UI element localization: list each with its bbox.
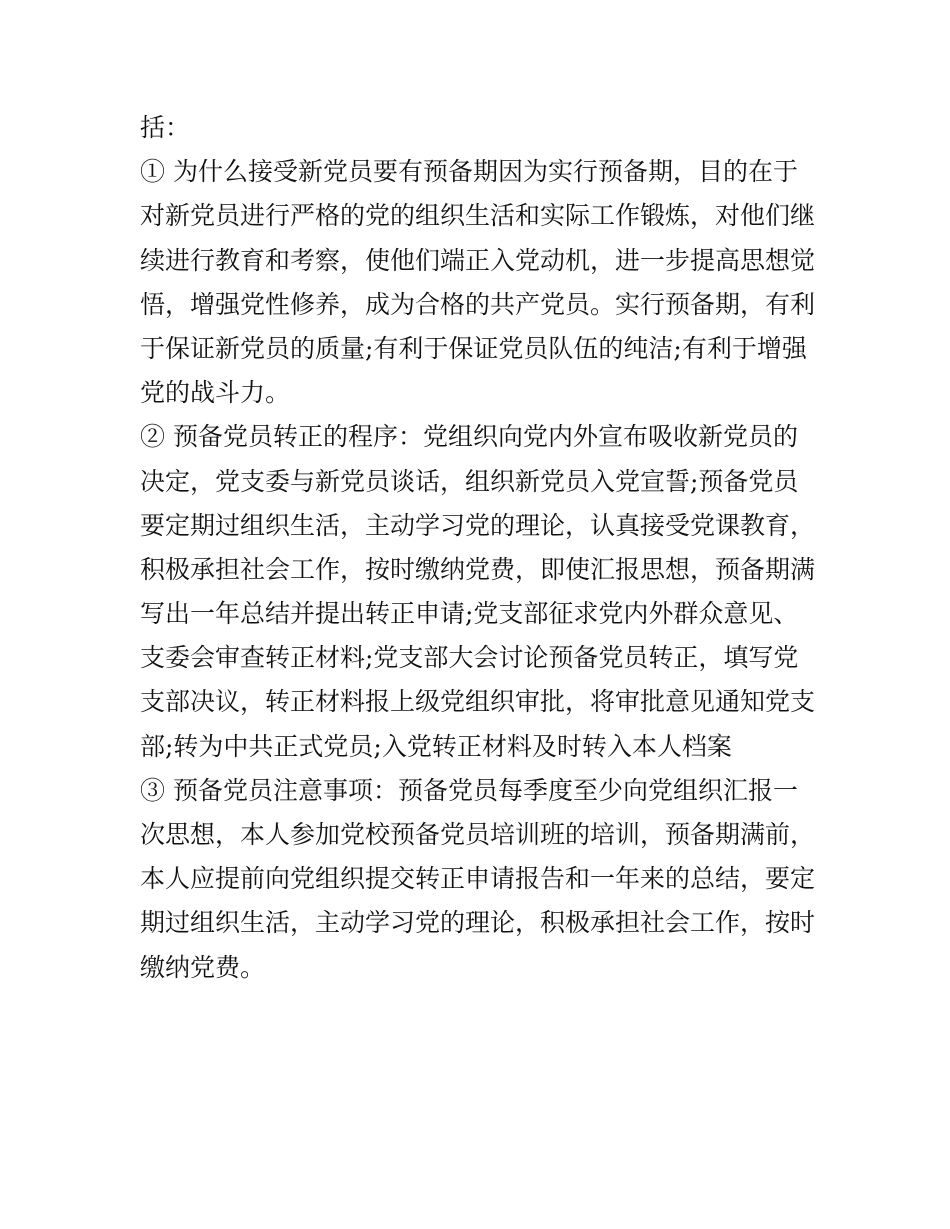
text-line: ① 为什么接受新党员要有预备期因为实行预备期，目的在于 xyxy=(140,157,798,187)
text-line: 次思想，本人参加党校预备党员培训班的培训，预备期满前， xyxy=(140,820,816,849)
text-line: 缴纳党费。 xyxy=(140,952,266,982)
document-body xyxy=(140,106,820,990)
text-line: 决定，党支委与新党员谈话，组织新党员入党宣誓;预备党员 xyxy=(140,466,799,496)
text-line: 党的战斗力。 xyxy=(140,378,291,408)
text-line: 悟，增强党性修养，成为合格的共产党员。实行预备期，有利 xyxy=(140,289,816,319)
text-line: 括： xyxy=(140,113,191,142)
text-line: 积极承担社会工作，按时缴纳党费，即使汇报思想，预备期满 xyxy=(140,554,816,584)
text-line: 期过组织生活，主动学习党的理论，积极承担社会工作，按时 xyxy=(140,908,816,938)
text-line: 本人应提前向党组织提交转正申请报告和一年来的总结，要定 xyxy=(140,864,816,894)
text-line: 续进行教育和考察，使他们端正入党动机，进一步提高思想觉 xyxy=(140,245,816,275)
text-line: 要定期过组织生活，主动学习党的理论，认真接受党课教育， xyxy=(140,510,816,540)
text-line: 对新党员进行严格的党的组织生活和实际工作锻炼，对他们继 xyxy=(140,201,816,231)
text-line: ③ 预备党员注意事项：预备党员每季度至少向党组织汇报一 xyxy=(140,775,798,805)
text-line: 支部决议，转正材料报上级党组织审批，将审批意见通知党支 xyxy=(140,687,816,717)
text-line: 写出一年总结并提出转正申请;党支部征求党内外群众意见、 xyxy=(140,599,799,629)
text-line: 支委会审查转正材料;党支部大会讨论预备党员转正，填写党 xyxy=(140,643,799,673)
text-line: 部;转为中共正式党员;入党转正材料及时转入本人档案 xyxy=(140,731,732,761)
text-line: 于保证新党员的质量;有利于保证党员队伍的纯洁;有利于增强 xyxy=(140,333,807,363)
text-line: ② 预备党员转正的程序：党组织向党内外宣布吸收新党员的 xyxy=(140,422,798,452)
